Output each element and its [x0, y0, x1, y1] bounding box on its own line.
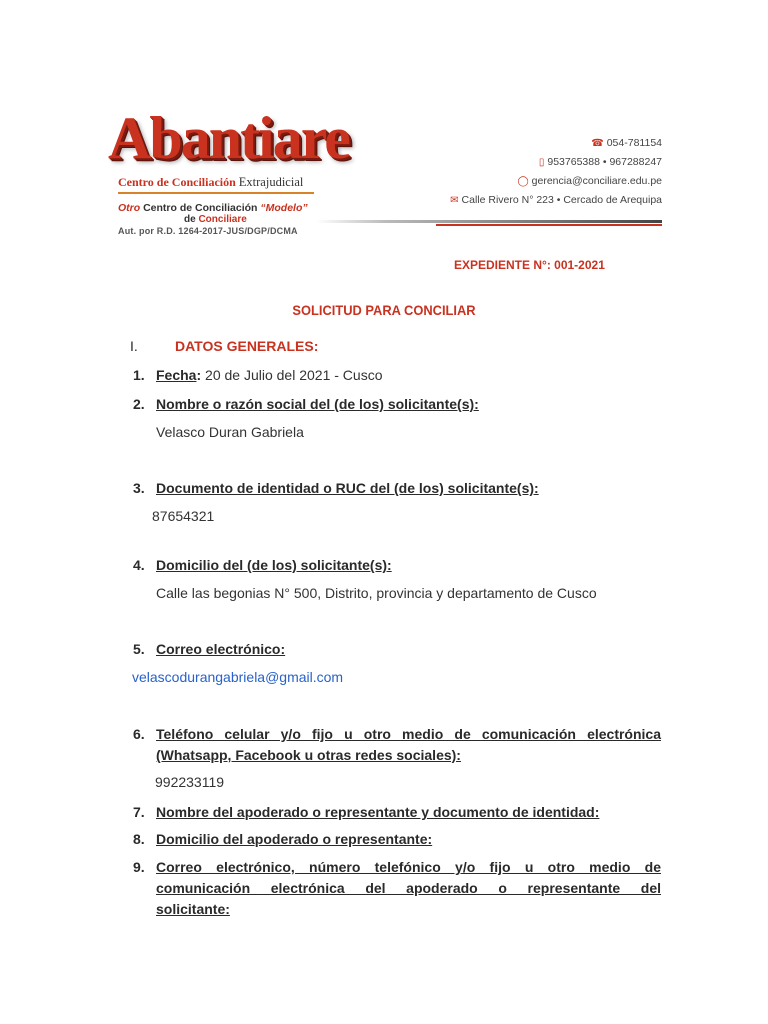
brand-name: Abantiare [108, 105, 349, 171]
contact-block [450, 134, 662, 210]
domicilio-apoderado-label: Domicilio del apoderado o representante: [156, 831, 433, 847]
item-number: 2. [133, 396, 145, 412]
documento-label: Documento de identidad o RUC del (de los) solicitante(s): [156, 480, 539, 496]
brand-tagline: Centro de Conciliación Extrajudicial [118, 175, 304, 189]
fecha-label: Fecha [156, 367, 197, 383]
envelope-icon: ✉ [450, 195, 459, 206]
letterhead [106, 92, 662, 238]
mobile-icon: ▯ [538, 157, 545, 168]
brand-divider [118, 192, 314, 194]
nombre-value: Velasco Duran Gabriela [156, 424, 304, 440]
item-number: 3. [133, 480, 145, 496]
section-number: I. [130, 338, 138, 354]
otro-centro-line: Otro Centro de Conciliación “Modelo” [118, 202, 308, 214]
address-line: ✉ Calle Rivero N° 223 • Cercado de Arequipa [450, 191, 662, 210]
header-band [316, 220, 662, 223]
expediente-number: EXPEDIENTE N°: 001-2021 [454, 258, 605, 272]
email-line: ◯ gerencia@conciliare.edu.pe [450, 172, 662, 191]
apoderado-label: Nombre del apoderado o representante y documento de identidad: [156, 804, 600, 820]
telefono-value: 992233119 [155, 774, 225, 790]
documento-value: 87654321 [152, 508, 215, 524]
correo-label: Correo electrónico: [156, 641, 286, 657]
nombre-label: Nombre o razón social del (de los) solicitante(s): [156, 396, 479, 412]
domicilio-label: Domicilio del (de los) solicitante(s): [156, 557, 392, 573]
telefono-label: Teléfono celular y/o fijo u otro medio de comunicación electrónica (Whatsapp, Facebook u otras redes sociales): [156, 726, 661, 763]
correo-value[interactable]: velascodurangabriela@gmail.com [132, 669, 344, 685]
domicilio-value: Calle las begonias N° 500, Distrito, provincia y departamento de Cusco [156, 585, 597, 601]
item-number: 7. [133, 804, 145, 820]
document-title: SOLICITUD PARA CONCILIAR [292, 302, 476, 318]
item-number: 4. [133, 557, 145, 573]
item-number: 1. [133, 367, 145, 383]
section-title: DATOS GENERALES: [175, 338, 319, 354]
fecha-value: 20 de Julio del 2021 - Cusco [201, 367, 383, 383]
item-number: 6. [133, 726, 145, 742]
item-number: 9. [133, 859, 145, 875]
phone-line: ☎ 054-781154 [450, 134, 662, 153]
conciliare-line: de Conciliare [184, 214, 247, 225]
item-number: 5. [133, 641, 145, 657]
phone-icon: ☎ [591, 138, 604, 149]
mobile-line: ▯ 953765388 • 967288247 [450, 153, 662, 172]
fecha-field: Fecha: 20 de Julio del 2021 - Cusco [156, 367, 383, 383]
authorization-text: Aut. por R.D. 1264-2017-JUS/DGP/DCMA [118, 226, 298, 236]
mouse-icon: ◯ [517, 176, 529, 187]
contacto-apoderado-label: Correo electrónico, número telefónico y/o fijo u otro medio de comunicación electrónica del apoderado o representante del solicitante: [156, 859, 661, 917]
item-number: 8. [133, 831, 145, 847]
header-band-accent [436, 224, 662, 226]
